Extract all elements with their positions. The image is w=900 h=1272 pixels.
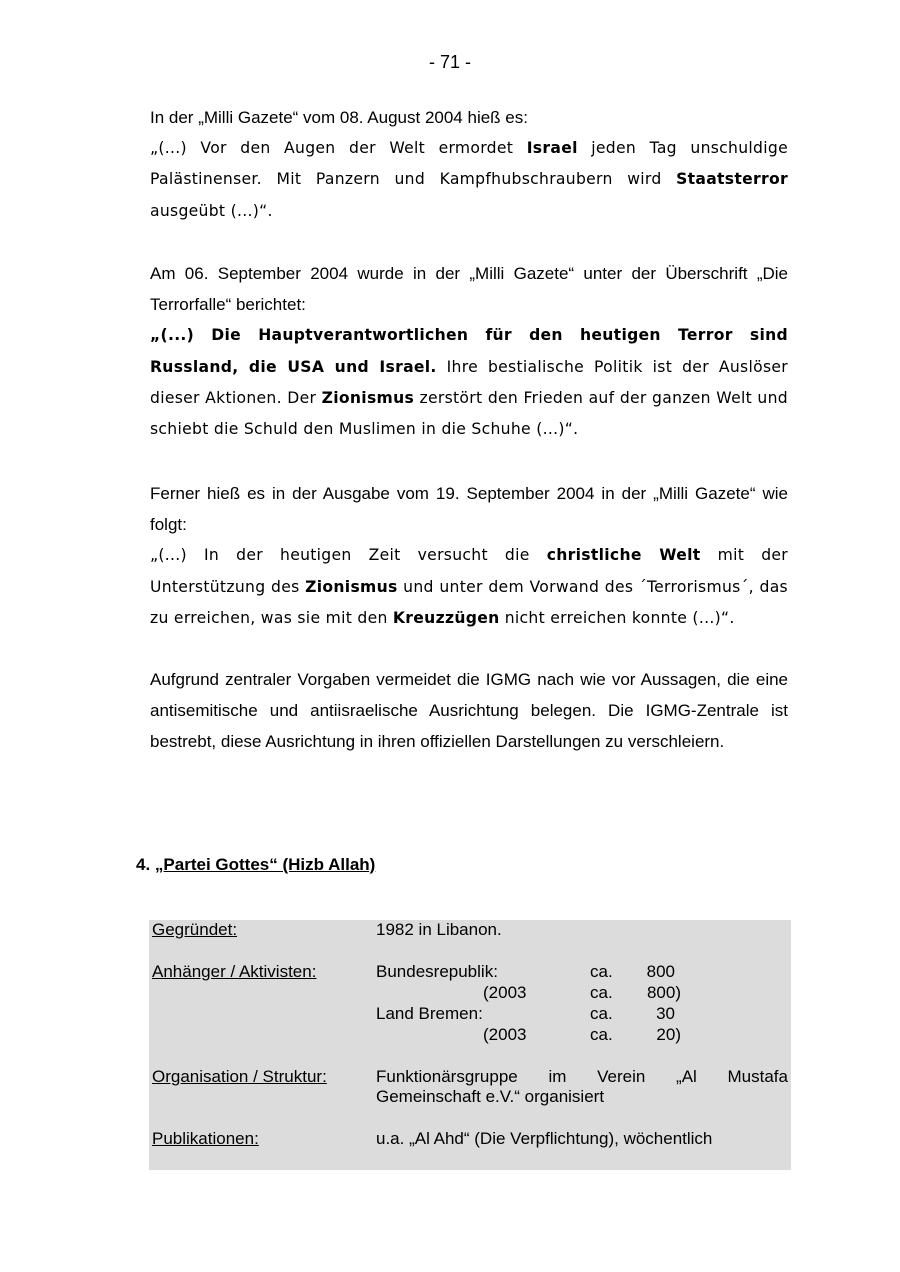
quote-text: nicht erreichen konnte (...)“. <box>499 608 735 627</box>
quote-bold: christliche Welt <box>546 546 701 565</box>
heading-number: 4. <box>136 855 151 874</box>
intro-paragraph: In der „Milli Gazete“ vom 08. August 2004 hieß es: <box>150 108 528 127</box>
followers-place: (2003 <box>483 983 527 1002</box>
quote-paragraph <box>150 320 788 445</box>
quote-text: „(...) In der heutigen Zeit versucht die <box>150 546 547 565</box>
organisation-label: Organisation / Struktur: <box>152 1067 327 1086</box>
quote-bold: Zionismus <box>305 577 398 596</box>
quote-bold: Kreuzzügen <box>392 608 500 627</box>
info-box <box>149 920 791 1170</box>
heading-title: „Partei Gottes“ (Hizb Allah) <box>154 855 376 874</box>
quote-bold: Staatsterror <box>676 170 788 189</box>
followers-place: (2003 <box>483 1025 527 1044</box>
intro-paragraph: Ferner hieß es in der Ausgabe vom 19. September 2004 in der „Milli Gazete“ wie folgt: <box>150 484 788 535</box>
quote-text: und unter dem Vorwand des ´Terrorismus´, das zu erreichen, was sie mit den <box>150 577 788 627</box>
followers-number: 20) <box>656 1025 681 1044</box>
quote-bold: Israel <box>526 139 578 158</box>
intro-paragraph: Am 06. September 2004 wurde in der „Milli Gazete“ unter der Überschrift „Die Terrorfalle“ berichtet: <box>150 264 788 315</box>
quote-text: Ihre bestialische Politik ist der Auslöser dieser Aktionen. Der <box>150 357 788 407</box>
section-september19-quote <box>150 478 788 634</box>
followers-place: Bundesrepublik: <box>376 962 498 981</box>
publications-value: u.a. „Al Ahd“ (Die Verpflichtung), wöchentlich <box>376 1129 713 1148</box>
quote-bold: „(...) Die Hauptverantwortlichen für den heutigen Terror sind Russland, die USA und Israel. <box>150 326 788 376</box>
followers-place: Land Bremen: <box>376 1004 483 1023</box>
followers-number: 800) <box>646 983 681 1002</box>
founded-label: Gegründet: <box>152 920 238 939</box>
founded-value: 1982 in Libanon. <box>376 920 502 939</box>
body-paragraph: Aufgrund zentraler Vorgaben vermeidet die IGMG nach wie vor Aussagen, die eine antisemitische und antiisraelische Ausrichtung belegen. Die IGMG-Zentrale ist bestrebt, diese Ausrichtung in ihren offiziellen Darstellungen zu verschleiern. <box>150 670 788 752</box>
section-heading <box>136 855 375 875</box>
section-igmg-paragraph <box>150 664 788 758</box>
quote-text: ausgeübt (...)“. <box>150 201 273 220</box>
quote-text: „(...) Vor den Augen der Welt ermordet <box>150 139 527 158</box>
quote-paragraph <box>150 540 788 634</box>
organisation-value: Funktionärsgruppe im Verein „Al Mustafa Gemeinschaft e.V.“ organisiert <box>376 1067 788 1106</box>
section-august-quote <box>150 102 788 227</box>
followers-ca: ca. <box>590 962 613 981</box>
followers-ca: ca. <box>590 983 613 1002</box>
followers-ca: ca. <box>590 1025 613 1044</box>
quote-text: mit der Unterstützung des <box>150 546 788 596</box>
page-number: - 71 - <box>428 52 471 72</box>
followers-number: 30 <box>656 1004 675 1023</box>
publications-label: Publikationen: <box>152 1129 259 1148</box>
quote-text: jeden Tag unschuldige Palästinenser. Mit Panzern und Kampfhubschraubern wird <box>150 139 788 189</box>
quote-bold: Zionismus <box>321 388 415 407</box>
section-september6-quote <box>150 258 788 445</box>
followers-number: 800 <box>646 962 675 981</box>
followers-label: Anhänger / Aktivisten: <box>152 962 317 981</box>
quote-paragraph <box>150 133 788 227</box>
quote-text: zerstört den Frieden auf der ganzen Welt und schiebt die Schuld den Muslimen in die Schuhe (...)“. <box>150 388 788 439</box>
followers-ca: ca. <box>590 1004 613 1023</box>
